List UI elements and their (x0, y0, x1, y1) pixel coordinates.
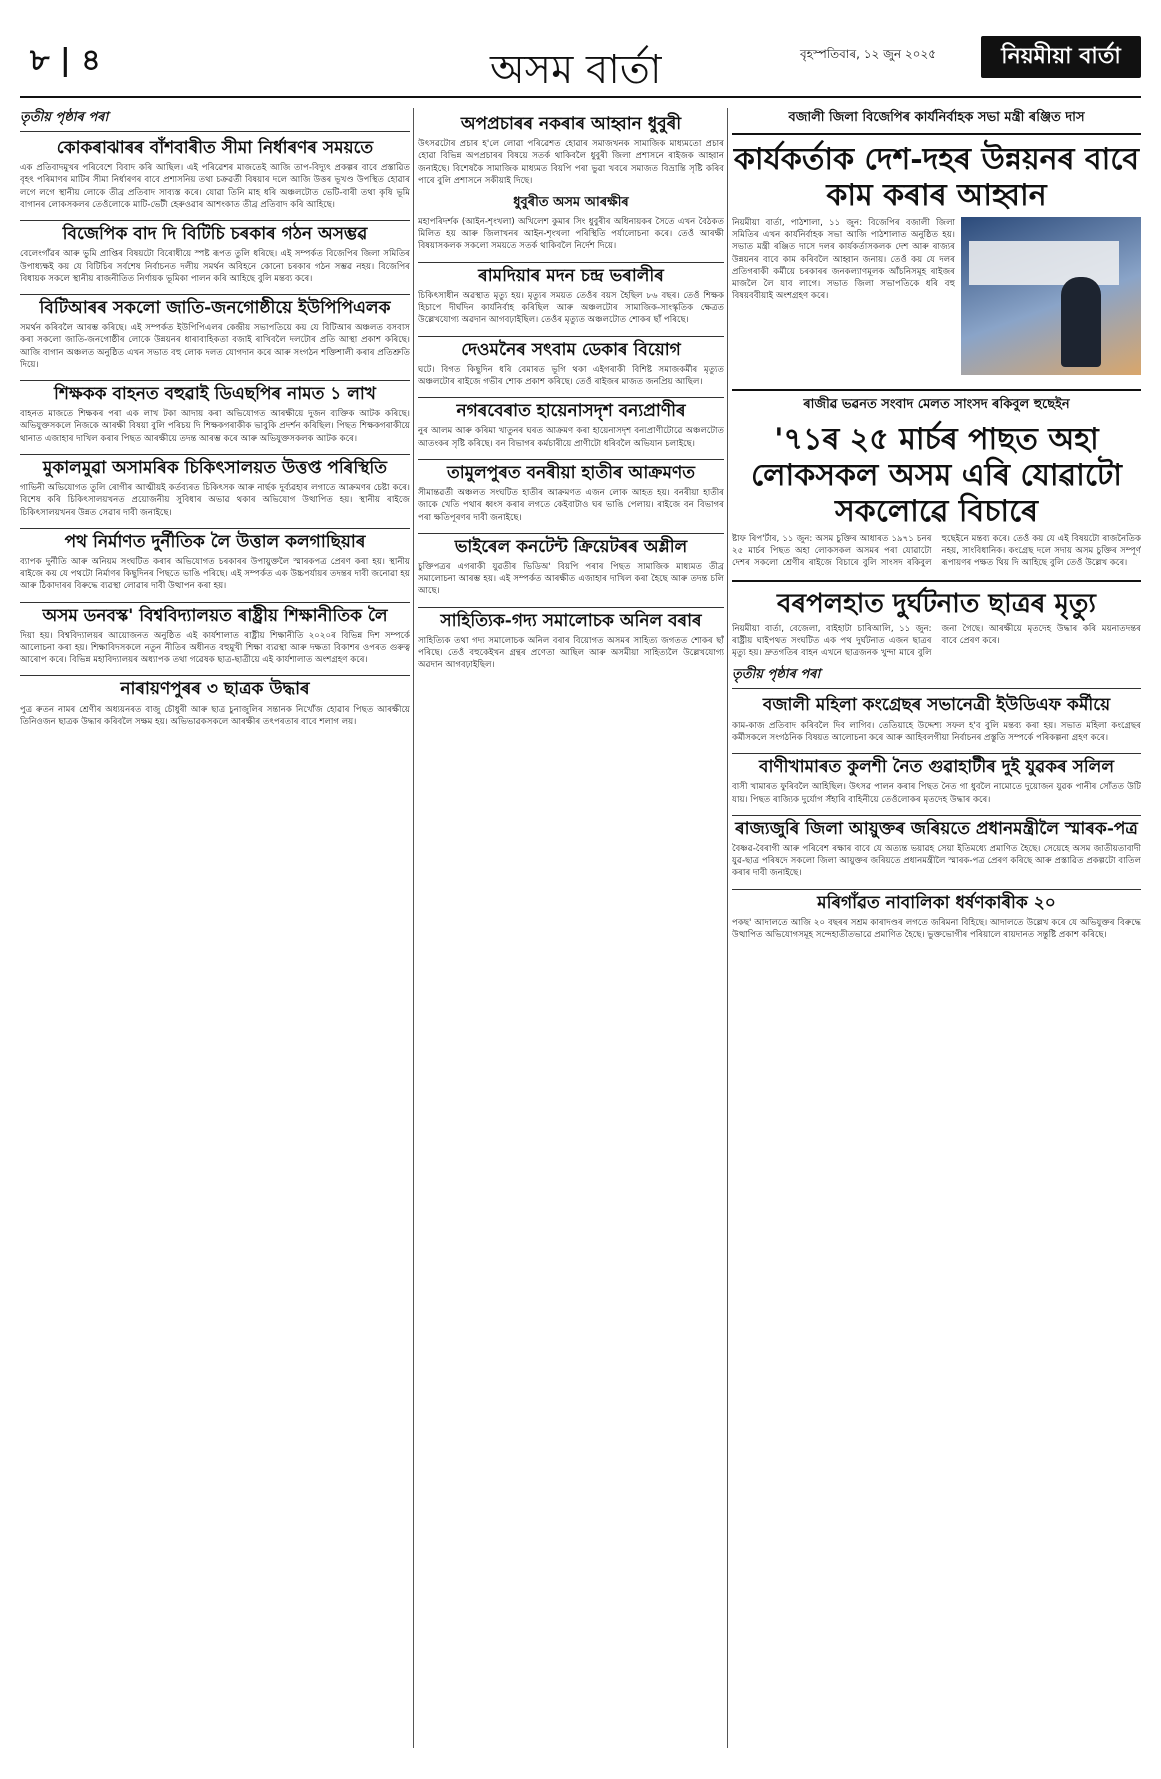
article-headline: শিক্ষকক বাহনত বহুৱাই ডিএছপিৰ নামত ১ লাখ (20, 380, 410, 405)
article-body: উৎসৱটোৰ প্ৰচাৰ হ'লে লোৱা পৰিৱেশত হোৱাৰ সমাজখনক সামাজিক মাধ্যমতো প্ৰচাৰ হোৱা বিভিন্ন অপপ্ৰচাৰৰ বিষয়ে সতৰ্ক থাকিবলৈ ধুবুৰী জিলা প্ৰশাসনে ৰাইজক আহ্বান জনাইছে। বিশেষকৈ সামাজিক মাধ্যমত বিয়পি পৰা ভুৱা খবৰে সমাজত বিভ্ৰান্তি সৃষ্টি কৰিব পাৰে বুলি প্ৰশাসনে সকীয়াই দিছে। (418, 139, 724, 186)
article-body: ষ্টাফ ৰিপ'ৰ্টাৰ, ১১ জুন: অসম চুক্তিৰ আধাৰত ১৯৭১ চনৰ ২৫ মাৰ্চৰ পিছত অহা লোকসকল অসমৰ পৰা যোৱাটো দেশৰ সকলো শ্ৰেণীৰ ৰাইজে বিচাৰে বুলি সাংসদ ৰকিবুল হুছেইনে মন্তব্য কৰে। তেওঁ কয় যে এই বিষয়টো ৰাজনৈতিক নহয়, সাংবিধানিক। কংগ্ৰেছ দলে সদায় অসম চুক্তিৰ সম্পূৰ্ণ ৰূপায়ণৰ পক্ষত থিয় দি আহিছে বুলি তেওঁ উল্লেখ কৰে। (732, 534, 1141, 569)
article (418, 456, 724, 524)
article-headline: কোকৰাঝাৰৰ বাঁশবাৰীত সীমা নিৰ্ধাৰণৰ সময়তে (56, 138, 374, 158)
article-headline: কাৰ্যকৰ্তাক দেশ-দহৰ উন্নয়নৰ বাবে কাম কৰাৰ আহ্বান (733, 142, 1140, 213)
article (20, 451, 410, 519)
continued-label: তৃতীয় পৃষ্ঠাৰ পৰা (732, 665, 1141, 689)
article (418, 604, 724, 672)
article-body: নিয়মীয়া বাৰ্তা, বেজেলা, বাইহাটা চাৰিআলি, ১১ জুন: ৰাষ্ট্ৰীয় ঘাইপথত সংঘটিত এক পথ দুৰ্ঘটনাত এজন ছাত্ৰৰ মৃত্যু হয়। দ্ৰুতগতিৰ বাহন এখনে ছাত্ৰজনক খুন্দা মাৰে বুলি জনা গৈছে। আৰক্ষীয়ে মৃতদেহ উদ্ধাৰ কৰি ময়নাতদন্তৰ বাবে প্ৰেৰণ কৰে। (732, 623, 1141, 659)
article-body: বাহনত মাজতে শিক্ষকৰ পৰা এক লাখ টকা আদায় কৰা অভিযোগত আৰক্ষীয়ে দুজন ব্যক্তিক আটক কৰিছে। অভিযুক্তসকলে নিজকে আৰক্ষী বিষয়া বুলি পৰিচয় দি শিক্ষকগৰাকীক ভাবুকি প্ৰদৰ্শন কৰিছিল। পিছত শিক্ষকগৰাকীয়ে থানাত এজাহাৰ দাখিল কৰাৰ পিছত আৰক্ষীয়ে তদন্ত আৰম্ভ কৰে আৰু অভিযুক্তসকলক আটক কৰে। (20, 409, 410, 444)
article-headline: তামুলপুৰত বনৰীয়া হাতীৰ আক্ৰমণত (418, 459, 724, 484)
article-body: চুক্তিপত্ৰৰ এগৰাকী যুৱতীৰ ভিডিঅ' বিয়পি পৰাৰ পিছত সামাজিক মাধ্যমত তীব্ৰ সমালোচনা আৰম্ভ হয়। এই সম্পৰ্কত আৰক্ষীত এজাহাৰ দাখিল কৰা হৈছে আৰু তদন্ত চলি আছে। (418, 561, 724, 597)
article-headline: ৰাজ্যজুৰি জিলা আয়ুক্তৰ জৰিয়তে প্ৰধানমন্ত্ৰীলৈ স্মাৰক-পত্ৰ (732, 815, 1141, 840)
article-headline: পথ নিৰ্মাণত দুৰ্নীতিক লৈ উত্তাল কলগাছিয়াৰ (20, 528, 410, 553)
column-right (732, 108, 1141, 1748)
article-kicker: বজালী জিলা বিজেপিৰ কাৰ্যনিৰ্বাহক সভা মন্ত্ৰী ৰঞ্জিত দাস (788, 110, 1085, 125)
article-body: বৈষ্ণৱ-বৈৰাগী আৰু পৰিবেশ ৰক্ষাৰ বাবে যে অত্যন্ত ভয়াৱহ সেয়া ইতিমধ্যে প্ৰমাণিত হৈছে। সেয়েহে অসম জাতীয়তাবাদী যুৱ-ছাত্ৰ পৰিষদে সকলো জিলা আয়ুক্তৰ জৰিয়তে প্ৰধানমন্ত্ৰীলৈ স্মাৰক-পত্ৰ প্ৰেৰণ কৰিছে আৰু প্ৰস্তাৱিত প্ৰকল্পটো বাতিল কৰাৰ দাবী জনাইছে। (732, 843, 1141, 879)
article-body: সমৰ্থন কৰিবলৈ আৰম্ভ কৰিছে। এই সম্পৰ্কত ইউপিপিএলৰ কেন্দ্ৰীয় সভাপতিয়ে কয় যে বিটিআৰ অঞ্চলত বসবাস কৰা সকলো জাতি-জনগোষ্ঠীৰ লোকে উন্নয়নৰ ধাৰাবাহিকতা বজাই ৰাখিবলৈ দলটোৰ প্ৰতি আস্থা প্ৰকাশ কৰিছে। আজি বাগান অঞ্চলত অনুষ্ঠিত এখন সভাত বহু লোক দলত যোগদান কৰে আৰু সংগঠন শক্তিশালী কৰাৰ প্ৰতিশ্ৰুতি দিয়ে। (20, 323, 410, 370)
article-body: ব্যাপক দুৰ্নীতি আৰু অনিয়ম সংঘটিত কৰাৰ অভিযোগত চৰকাৰৰ উপায়ুক্তলৈ স্মাৰকপত্ৰ প্ৰেৰণ কৰা হয়। স্থানীয় ৰাইজে কয় যে পথটো নিৰ্মাণৰ কিছুদিনৰ পিছতে ভাঙি পৰিছে। এই সম্পৰ্কত এক উচ্চপৰ্যায়ৰ তদন্তৰ দাবী জনোৱা হয় আৰু ঠিকাদাৰৰ বিৰুদ্ধে ব্যৱস্থা লোৱাৰ দাবী উত্থাপন কৰা হয়। (20, 556, 410, 592)
article-headline: বজালী মহিলা কংগ্ৰেছৰ সভানেত্ৰী ইউডিএফ কৰ্মীয়ে (762, 695, 1111, 716)
article-headline: বিজেপিক বাদ দি বিটিচি চৰকাৰ গঠন অসম্ভৱ (20, 220, 410, 245)
page-number: ৮ | ৪ (30, 43, 101, 78)
article-headline: নাৰায়ণপুৰৰ ৩ ছাত্ৰক উদ্ধাৰ (20, 675, 410, 700)
article-body: মহাপৰিদৰ্শক (আইন-শৃংখলা) অখিলেশ কুমাৰ সিং ধুবুৰীৰ অধিনায়কৰ সৈতে এখন বৈঠকত মিলিত হয় আৰু জিলাখনৰ আইন-শৃংখলা পৰিস্থিতি পৰ্যালোচনা কৰে। তেওঁ আৰক্ষী বিষয়াসকলক সকলো সময়তে সতৰ্ক থাকিবলৈ নিৰ্দেশ দিয়ে। (418, 217, 724, 252)
article-body: চিকিৎসাধীন অৱস্থাত মৃত্যু হয়। মৃত্যুৰ সময়ত তেওঁৰ বয়স হৈছিল ৮৬ বছৰ। তেওঁ শিক্ষক হিচাপে দীৰ্ঘদিন কাৰ্যনিৰ্বাহ কৰিছিল আৰু অঞ্চলটোৰ সামাজিক-সাংস্কৃতিক ক্ষেত্ৰত উল্লেখযোগ্য অৱদান আগবঢ়াইছিল। তেওঁৰ মৃত্যুত অঞ্চলটোত শোকৰ ছাঁ পৰিছে। (418, 290, 724, 326)
article-headline: বৰপলহাত দুৰ্ঘটনাত ছাত্ৰৰ মৃত্যু (777, 588, 1096, 619)
article (732, 665, 1141, 744)
masthead (20, 28, 1141, 98)
article (20, 217, 410, 285)
lead-article (732, 108, 1141, 379)
article (20, 108, 410, 211)
article-headline: '৭১ৰ ২৫ মাৰ্চৰ পাছত অহা লোকসকল অসম এৰি যোৱাটো সকলোৱে বিচাৰে (751, 422, 1122, 529)
article (20, 291, 410, 371)
article-headline: দেওমনৈৰ সৎবাম ডেকাৰ বিয়োগ (418, 336, 724, 361)
article-body: নুৰ আলম আৰু কৰিমা খাতুনৰ ঘৰত আক্ৰমণ কৰা হায়েনাসদৃশ বন্যপ্ৰাণীটোৱে অঞ্চলটোত আতংকৰ সৃষ্টি কৰিছে। বন বিভাগৰ কৰ্মচাৰীয়ে প্ৰাণীটো ধৰিবলৈ অভিযান চলাইছে। (418, 426, 724, 449)
article-headline: মৰিগাঁৱত নাবালিকা ধৰ্ষণকাৰীক ২০ (732, 889, 1141, 914)
article-headline: অপপ্ৰচাৰৰ নকৰাৰ আহ্বান ধুবুৰী (460, 114, 682, 134)
article (418, 108, 724, 187)
article-headline: বাণীখামাৰত কুলশী নৈত গুৱাহাটীৰ দুই যুৱকৰ সলিল (732, 753, 1141, 778)
article (732, 750, 1141, 806)
article-headline: অসম ডনবস্ক' বিশ্ববিদ্যালয়ত ৰাষ্ট্ৰীয় শিক্ষানীতিক লৈ (20, 602, 410, 627)
article (418, 333, 724, 389)
article (20, 599, 410, 667)
article (418, 530, 724, 598)
article (418, 394, 724, 450)
article (732, 812, 1141, 880)
article-body: বাসী খামাৰত ফুৰিবলৈ আহিছিল। উৎসৱ পালন কৰাৰ পিছত নৈত গা ধুবলৈ নামোতে দুয়োজন যুৱক পানীৰ সোঁতত উটি যায়। পিছত ৰাজ্যিক দুৰ্যোগ সঁহাৰি বাহিনীয়ে তেওঁলোকৰ মৃতদেহ উদ্ধাৰ কৰে। (732, 782, 1141, 805)
publication-date: বৃহস্পতিবাৰ, ১২ জুন ২০২৫ (800, 47, 937, 61)
column-middle (418, 108, 724, 1748)
article (20, 525, 410, 593)
article-headline: ৰামদিয়াৰ মদন চন্দ্ৰ ভৰালীৰ (418, 262, 724, 287)
article-body: বেলেংগাঁৱৰ আৰু ভুমি প্ৰাপ্তিৰ বিষয়টো বিৰোধীয়ে স্পষ্ট ৰূপত তুলি ধৰিছে। এই সম্পৰ্কত বিজেপিৰ জিলা সমিতিৰ উপাধ্যক্ষই কয় যে বিটিচিৰ সৰ্বশেষ নিৰ্বাচনত দলীয় সমৰ্থন অবিহনে কোনো চৰকাৰ গঠন সম্ভৱ নহয়। বিজেপিৰ বিধায়ক সকলে স্থানীয় ৰাজনীতিত নিৰ্ণায়ক ভূমিকা পালন কৰি আহিছে বুলি মন্তব্য কৰে। (20, 249, 410, 284)
article-body: পকছ' আদালতে আজি ২০ বছৰৰ সশ্ৰম কাৰাদণ্ডৰ লগতে জৰিমনা বিহিছে। আদালতে উল্লেখ কৰে যে অভিযুক্তৰ বিৰুদ্ধে উত্থাপিত অভিযোগসমূহ সন্দেহাতীতভাৱে প্ৰমাণিত হৈছে। ভুক্তভোগীৰ পৰিয়ালে ৰায়দানত সন্তুষ্টি প্ৰকাশ কৰিছে। (732, 917, 1141, 941)
divider (732, 389, 1141, 391)
article-headline: নগৰবেৰাত হায়েনাসদৃশ বন্যপ্ৰাণীৰ (418, 397, 724, 422)
divider (732, 580, 1141, 582)
news-photo (961, 217, 1141, 375)
article (732, 886, 1141, 942)
newspaper-logo: নিয়মীয়া বাৰ্তা (981, 36, 1141, 78)
article-body: দিয়া হয়। বিশ্ববিদ্যালয়ৰ আয়োজনত অনুষ্ঠিত এই কাৰ্যশালাত ৰাষ্ট্ৰীয় শিক্ষানীতি ২০২০ৰ বিভিন্ন দিশ সম্পৰ্কে আলোচনা কৰা হয়। শিক্ষাবিদসকলে নতুন নীতিৰ অধীনত বহুমুখী শিক্ষা ব্যৱস্থা আৰু দক্ষতা বিকাশৰ ওপৰত গুৰুত্ব আৰোপ কৰে। বিভিন্ন মহাবিদ্যালয়ৰ অধ্যাপক তথা গৱেষক ছাত্ৰ-ছাত্ৰীয়ে এই কাৰ্যশালাত অংশগ্ৰহণ কৰে। (20, 630, 410, 666)
article-headline: বিটিআৰৰ সকলো জাতি-জনগোষ্ঠীয়ে ইউপিপিএলক (20, 294, 410, 319)
article-body: সাহিত্যিক তথা গদ্য সমালোচক অনিল বৰাৰ বিয়োগত অসমৰ সাহিত্য জগতত শোকৰ ছাঁ পৰিছে। তেওঁ বহুকেইখন গ্ৰন্থৰ প্ৰণেতা আছিল আৰু অসমীয়া সাহিত্যলৈ উল্লেখযোগ্য অৱদান আগবঢ়াইছিল। (418, 635, 724, 671)
article-kicker: ৰাজীৱ ভৱনত সংবাদ মেলত সাংসদ ৰকিবুল হুছেইন (803, 397, 1070, 412)
article (418, 193, 724, 253)
article-kicker: ধুবুৰীত অসম আৰক্ষীৰ (513, 195, 629, 211)
article-body: ঘটে। বিগত কিছুদিন ধৰি বেমাৰত ভূগি থকা এইগৰাকী বিশিষ্ট সমাজকৰ্মীৰ মৃত্যুত অঞ্চলটোৰ ৰাইজে গভীৰ শোক প্ৰকাশ কৰিছে। তেওঁ ৰাইজৰ মাজত জনপ্ৰিয় আছিল। (418, 364, 724, 387)
article (20, 672, 410, 728)
article-body: কাম-কাজ প্ৰতিবাদ কৰিবলৈ দিব লাগিব। তেতিয়াহে উদ্দেশ্য সফল হ'ব বুলি মন্তব্য কৰা হয়। সভাত মহিলা কংগ্ৰেছৰ কৰ্মীসকলে সংগঠনিক বিষয়ত আলোচনা কৰে আৰু আহিবলগীয়া নিৰ্বাচনৰ প্ৰস্তুতি সম্পৰ্কে পৰিকল্পনা গ্ৰহণ কৰে। (732, 720, 1141, 743)
photo-banner (969, 241, 1119, 285)
column-divider (727, 108, 728, 1748)
article-body: পুত্ৰ ৰুতন নামৰ শ্ৰেণীৰ অধ্যয়নৰত বাজু চৌধুৰী আৰু ছাত্ৰ চুনাজুলিৰ সন্তানক নিখোঁজ হোৱাৰ পিছত আৰক্ষীয়ে তিনিওজন ছাত্ৰক উদ্ধাৰ কৰিবলৈ সক্ষম হয়। অভিভাৱকসকলে আৰক্ষীৰ তৎপৰতাৰ বাবে শলাগ লয়। (20, 704, 410, 727)
article-body: গাভিনী অভিযোগত তুলি ৰোগীৰ আত্মীয়ই কৰ্তব্যৰত চিকিৎসক আৰু নাৰ্ছক দুৰ্ব্যৱহাৰ লগাতে আক্ৰমণৰ চেষ্টা কৰে। বিশেষ কৰি চিকিৎসালয়খনত প্ৰয়োজনীয় সুবিধাৰ অভাৱ থকাৰ অভিযোগ উত্থাপিত হয়। স্থানীয় ৰাইজে চিকিৎসালয়খনৰ উন্নত সেৱাৰ দাবী জনাইছে। (20, 483, 410, 518)
article-body: সীমান্তৱৰ্তী অঞ্চলত সংঘটিত হাতীৰ আক্ৰমণত এজন লোক আহত হয়। বনৰীয়া হাতীৰ জাকে খেতি পথাৰ ধ্বংস কৰাৰ লগতে কেইবাটাও ঘৰ ভাঙি পেলায়। ৰাইজে বন বিভাগৰ পৰা ক্ষতিপূৰণৰ দাবী জনাইছে। (418, 488, 724, 523)
continued-label: তৃতীয় পৃষ্ঠাৰ পৰা (20, 108, 410, 132)
article-headline: সাহিত্যিক-গদ্য সমালোচক অনিল বৰাৰ (418, 607, 724, 632)
article (418, 259, 724, 327)
article-headline: ভাইৰেল কনটেন্ট ক্ৰিয়েটৰৰ অশ্লীল (418, 533, 724, 558)
section-title: অসম বাৰ্তা (490, 47, 662, 93)
article-headline: মুকালমুৱা অসামৰিক চিকিৎসালয়ত উত্তপ্ত পৰিস্থিতি (20, 454, 410, 479)
article (20, 377, 410, 445)
column-left (20, 108, 410, 1748)
divider (732, 133, 1141, 135)
column-divider (413, 108, 414, 1748)
photo-speaker (1061, 277, 1101, 367)
article (732, 576, 1141, 660)
article-body: নিয়মীয়া বাৰ্তা, পাঠশালা, ১১ জুন: বিজেপিৰ বজালী জিলা সমিতিৰ এখন কাৰ্যনিৰ্বাহক সভা আজি পাঠশালাত অনুষ্ঠিত হয়। সভাত মন্ত্ৰী ৰঞ্জিত দাসে দলৰ কাৰ্যকৰ্তাসকলক দেশ আৰু ৰাজ্যৰ উন্নয়নৰ বাবে কাম কৰিবলৈ আহ্বান জনায়। তেওঁ কয় যে দলৰ প্ৰতিগৰাকী কৰ্মীয়ে চৰকাৰৰ জনকল্যাণমূলক আঁচনিসমূহ ৰাইজৰ মাজলৈ লৈ যাব লাগে। সভাত জিলা সভাপতিকে ধৰি বহু বিষয়ববীয়াই অংশগ্ৰহণ কৰে। (732, 218, 955, 302)
article (732, 385, 1141, 570)
article-body: এক প্ৰতিবাদমুখৰ পৰিবেশে বিবাদ কৰি আছিল। এই পৰিৱেশৰ মাজতেই আজি তাপ-বিদ্যুৎ প্ৰকল্পৰ বাবে প্ৰস্তাৱিত বৃহৎ পৰিমাণৰ মাটিৰ সীমা নিৰ্ধাৰণৰ বাবে প্ৰশাসনিয় তথা চক্ৰৱৰ্তী বিষয়াৰ দলে আজি উত্তৰ ভূখণ্ড উপস্থিত হোৱাৰ লগে লগে স্থানীয় লোকে তীব্ৰ প্ৰতিবাদ সাব্যস্ত কৰে। যোৱা তিনি মাহ ধৰি অঞ্চলটোত ভেটি-বাৰী তথা কৃষি ভূমি বাগানৰ লোকসকলৰ তেওঁলোকে মাটি-ভেটী হেৰুওৱাৰ আশংকাত তীব্ৰ প্ৰতিবাদ কৰি আহিছে। (20, 163, 410, 210)
